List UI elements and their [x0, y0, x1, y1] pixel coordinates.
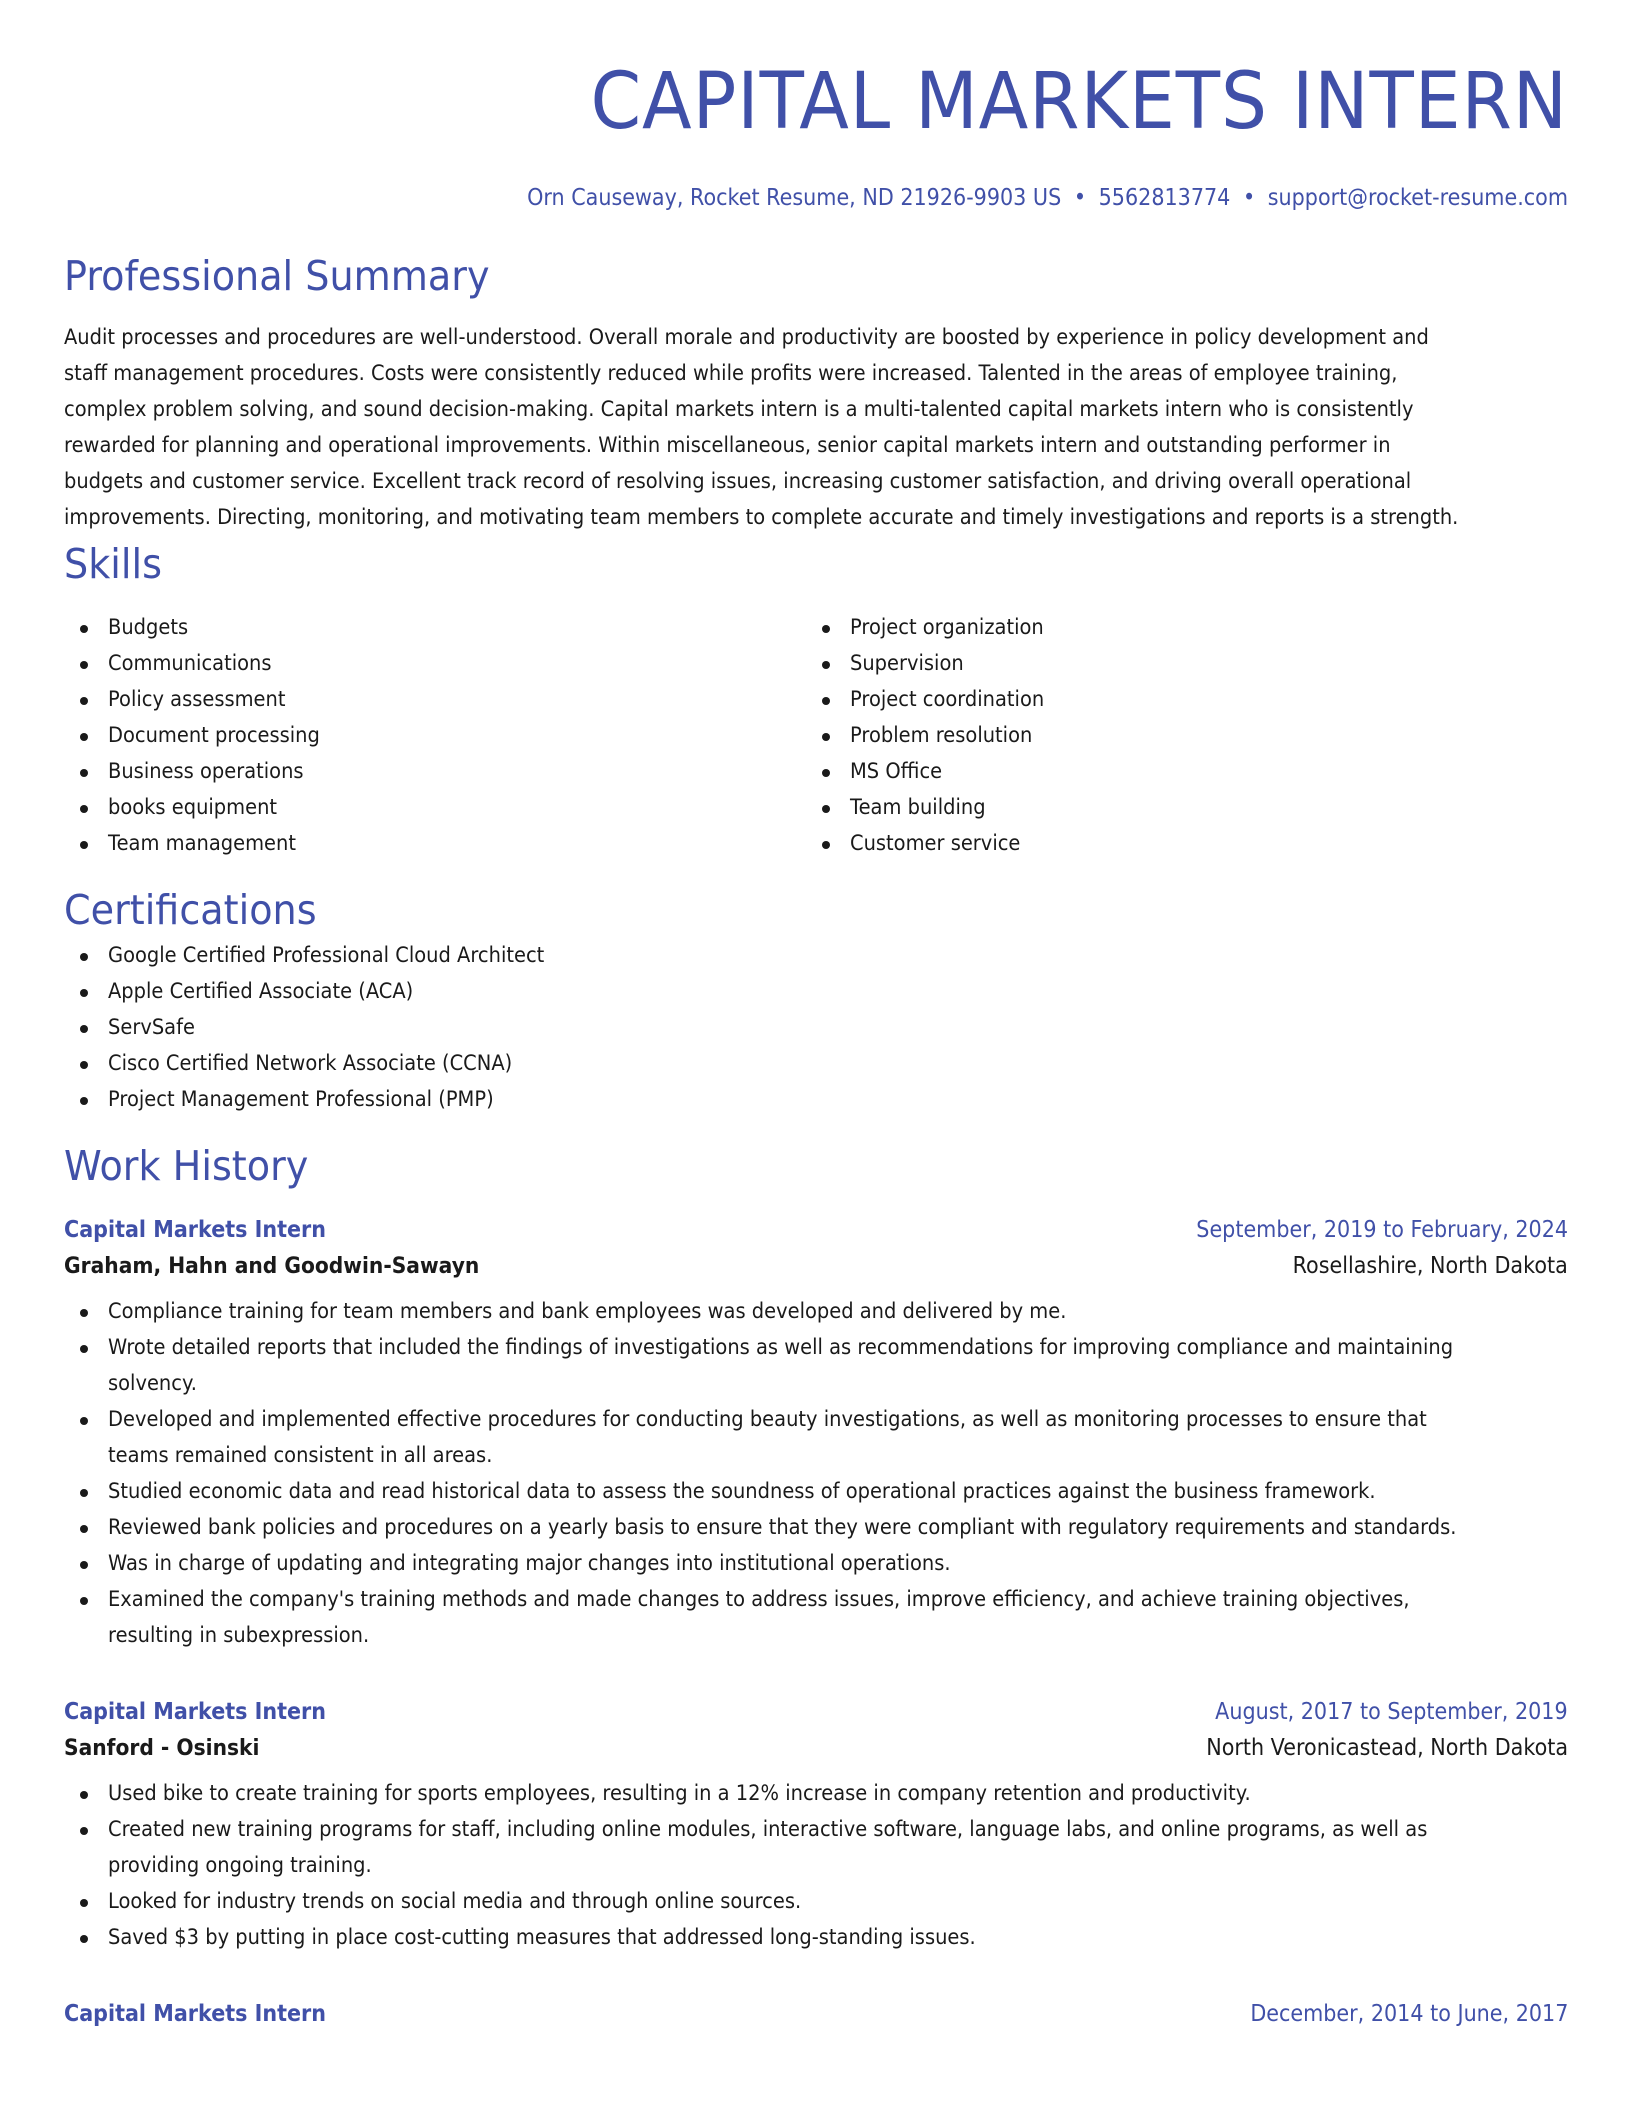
job-company — [64, 1730, 281, 1766]
job-bullet — [64, 1546, 1568, 1582]
skill-item — [806, 826, 1548, 862]
skills-left-list — [64, 610, 806, 862]
job-company — [64, 1248, 526, 1284]
job-dates — [1215, 1996, 1568, 2032]
job-bullet-line: Looked for industry trends on social media and through online sources. — [108, 1889, 802, 1914]
skill-item-text: Team building — [850, 795, 986, 820]
contact-email[interactable]: support@rocket-resume.com — [1267, 185, 1568, 211]
skill-item-text: Budgets — [108, 615, 189, 640]
job-title-row — [64, 1996, 1568, 2032]
skill-item-text: books equipment — [108, 795, 278, 820]
job-location-text: North Veronicastead, North Dakota — [1206, 1735, 1568, 1761]
skill-item — [64, 826, 806, 862]
skills-columns — [64, 610, 1568, 862]
summary-line: improvements. Directing, monitoring, and motivating team members to complete accurate and timely investigations and reports is a strength. — [64, 505, 1459, 530]
certification-item-text: Google Certified Professional Cloud Architect — [108, 943, 545, 968]
job-title-text: Capital Markets Intern — [64, 2001, 327, 2027]
job-bullet-line: Used bike to create training for sports employees, resulting in a 12% increase in company retention and productivity. — [108, 1781, 1251, 1806]
certifications-heading: Certifications — [64, 886, 317, 934]
skill-item — [64, 646, 806, 682]
job-company-row — [64, 1248, 1568, 1284]
certification-item-text: Project Management Professional (PMP) — [108, 1087, 494, 1112]
job-bullets — [64, 1294, 1568, 1654]
job-bullet — [64, 1920, 1568, 1956]
job-bullet-line: Developed and implemented effective procedures for conducting beauty investigations, as well as monitoring processes to ensure that — [108, 1407, 1427, 1432]
contact-phone: 5562813774 — [1098, 185, 1231, 211]
job-bullet-line: Examined the company's training methods and made changes to address issues, improve efficiency, and achieve training objectives, — [108, 1587, 1410, 1612]
skill-item-text: Team management — [108, 831, 296, 856]
job-bullet — [64, 1294, 1568, 1330]
job-title-text: Capital Markets Intern — [64, 1699, 327, 1725]
skill-item — [64, 682, 806, 718]
job-dates-text: September, 2019 to February, 2024 — [1196, 1217, 1568, 1243]
contact-address: Orn Causeway, Rocket Resume, ND 21926-9903 US — [527, 185, 1062, 211]
job-dates-text: December, 2014 to June, 2017 — [1249, 2001, 1568, 2027]
skill-item — [806, 610, 1548, 646]
skill-item-text: Project coordination — [850, 687, 1045, 712]
certification-item — [64, 974, 1568, 1010]
skills-right-list — [806, 610, 1548, 862]
skill-item-text: Problem resolution — [850, 723, 1033, 748]
skill-item — [806, 754, 1548, 790]
job-title — [64, 1212, 355, 1248]
job-bullet — [64, 1582, 1568, 1654]
job-bullet — [64, 1812, 1568, 1884]
skill-item-text: Communications — [108, 651, 272, 676]
job-bullet-line: Was in charge of updating and integrating major changes into institutional operations. — [108, 1551, 951, 1576]
certification-item — [64, 1046, 1568, 1082]
summary-line: budgets and customer service. Excellent track record of resolving issues, increasing customer satisfaction, and driving overall operational — [64, 469, 1412, 494]
job-bullet — [64, 1474, 1568, 1510]
summary-line: rewarded for planning and operational improvements. Within miscellaneous, senior capital markets intern and outstanding performer in — [64, 433, 1391, 458]
job-location — [1166, 1730, 1568, 1766]
summary-heading: Professional Summary — [64, 252, 490, 300]
job-location — [1262, 1248, 1568, 1284]
certification-item-text: ServSafe — [108, 1015, 195, 1040]
job-bullet — [64, 1510, 1568, 1546]
skill-item-text: Policy assessment — [108, 687, 286, 712]
job-bullet-line: providing ongoing training. — [108, 1853, 372, 1878]
certification-item-text: Cisco Certified Network Associate (CCNA) — [108, 1051, 513, 1076]
job-bullet-line: resulting in subexpression. — [108, 1623, 370, 1648]
certifications-list — [64, 938, 1568, 1118]
work-history-list — [64, 1212, 1568, 2032]
candidate-name: CAPITAL MARKETS INTERN — [590, 57, 1568, 147]
job-title — [64, 1996, 355, 2032]
job-bullet-line: Compliance training for team members and bank employees was developed and delivered by me. — [108, 1299, 1067, 1324]
summary-line: Audit processes and procedures are well-understood. Overall morale and productivity are boosted by experience in policy development and — [64, 325, 1429, 350]
job-company-row — [64, 1730, 1568, 1766]
contact-separator: • — [1242, 185, 1256, 211]
certification-item — [64, 938, 1568, 974]
job-location-text: Rosellashire, North Dakota — [1292, 1253, 1568, 1279]
summary-text — [64, 320, 1568, 536]
job-company-text: Graham, Hahn and Goodwin-Sawayn — [64, 1253, 480, 1279]
skill-item — [806, 790, 1548, 826]
job-entry — [64, 1212, 1568, 1654]
resume-header — [64, 0, 1568, 214]
skill-item-text: Business operations — [108, 759, 304, 784]
certification-item-text: Apple Certified Associate (ACA) — [108, 979, 414, 1004]
skill-item — [64, 610, 806, 646]
job-bullet — [64, 1884, 1568, 1920]
skill-item-text: Document processing — [108, 723, 320, 748]
job-title — [64, 1694, 355, 1730]
skill-item — [806, 718, 1548, 754]
skill-item — [64, 754, 806, 790]
work-history-heading: Work History — [64, 1142, 309, 1190]
skills-heading: Skills — [64, 540, 162, 588]
contact-separator: • — [1073, 185, 1087, 211]
job-dates — [1155, 1212, 1568, 1248]
skill-item-text: MS Office — [850, 759, 943, 784]
job-title-text: Capital Markets Intern — [64, 1217, 327, 1243]
job-entry — [64, 1694, 1568, 1956]
job-bullet-line: Saved $3 by putting in place cost-cutting measures that addressed long-standing issues. — [108, 1925, 976, 1950]
summary-line: complex problem solving, and sound decision-making. Capital markets intern is a multi-talented capital markets intern who is consistently — [64, 397, 1414, 422]
job-bullet-line: teams remained consistent in all areas. — [108, 1443, 493, 1468]
job-bullets — [64, 1776, 1568, 1956]
job-bullet-line: Created new training programs for staff, including online modules, interactive software, language labs, and online programs, as well as — [108, 1817, 1428, 1842]
job-bullet — [64, 1402, 1568, 1474]
contact-line — [214, 182, 1568, 214]
job-bullet-line: Reviewed bank policies and procedures on a yearly basis to ensure that they were compliant with regulatory requirements and standards. — [108, 1515, 1457, 1540]
job-dates-text: August, 2017 to September, 2019 — [1215, 1699, 1568, 1725]
job-company-text: Sanford - Osinski — [64, 1735, 260, 1761]
certification-item — [64, 1010, 1568, 1046]
skill-item-text: Project organization — [850, 615, 1044, 640]
job-title-row — [64, 1694, 1568, 1730]
job-bullet — [64, 1330, 1568, 1402]
skill-item-text: Supervision — [850, 651, 964, 676]
skill-item — [806, 646, 1548, 682]
skill-item-text: Customer service — [850, 831, 1021, 856]
job-bullet-line: solvency. — [108, 1371, 197, 1396]
job-bullet-line: Wrote detailed reports that included the findings of investigations as well as recommendations for improving compliance and maintaining — [108, 1335, 1454, 1360]
job-bullet — [64, 1776, 1568, 1812]
certification-item — [64, 1082, 1568, 1118]
skill-item — [64, 790, 806, 826]
summary-line: staff management procedures. Costs were consistently reduced while profits were increased. Talented in the areas of employee training, — [64, 361, 1398, 386]
skill-item — [806, 682, 1548, 718]
skill-item — [64, 718, 806, 754]
job-entry — [64, 1996, 1568, 2032]
job-title-row — [64, 1212, 1568, 1248]
job-dates — [1176, 1694, 1568, 1730]
job-bullet-line: Studied economic data and read historical data to assess the soundness of operational practices against the business framework. — [108, 1479, 1376, 1504]
